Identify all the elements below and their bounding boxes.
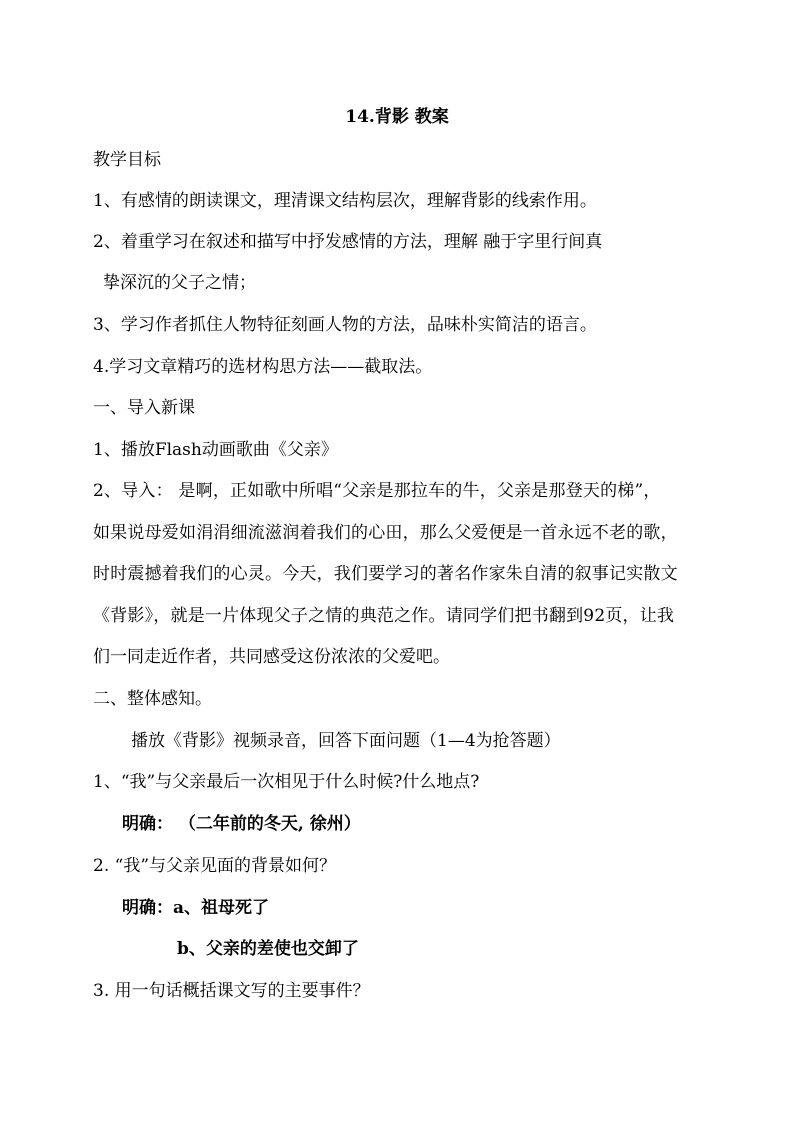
intro-paragraph-line-5: 们一同走近作者，共同感受这份浓浓的父爱吧。 xyxy=(93,647,450,667)
section-heading-goals: 教学目标 xyxy=(93,150,161,170)
section-heading-perceive: 二、整体感知。 xyxy=(93,689,212,709)
answer-2-line-1: 明确：a、祖母死了 xyxy=(122,898,270,918)
intro-paragraph-line-4: 《背影》，就是一片体现父子之情的典范之作。请同学们把书翻到92页，让我 xyxy=(93,606,675,626)
goal-1: 1、有感情的朗读课文，理清课文结构层次，理解背影的线索作用。 xyxy=(93,191,597,211)
goal-2-line-1: 2、着重学习在叙述和描写中抒发感情的方法，理解 融于字里行间真 xyxy=(93,232,603,252)
intro-item-1: 1、播放Flash动画歌曲《父亲》 xyxy=(93,440,338,460)
intro-paragraph-line-3: 时时震撼着我们的心灵。今天，我们要学习的著名作家朱自清的叙事记实散文 xyxy=(93,564,678,584)
goal-4: 4.学习文章精巧的选材构思方法——截取法。 xyxy=(93,357,433,377)
answer-2-line-2: b、父亲的差使也交卸了 xyxy=(177,939,359,959)
goal-2-line-2: 挚深沉的父子之情； xyxy=(103,273,256,293)
goal-3: 3、学习作者抓住人物特征刻画人物的方法，品味朴实简洁的语言。 xyxy=(93,315,597,335)
answer-1: 明确： （二年前的冬天, 徐州） xyxy=(122,814,361,834)
intro-paragraph-line-2: 如果说母爱如涓涓细流滋润着我们的心田，那么父爱便是一首永远不老的歌， xyxy=(93,523,678,543)
question-1: 1、“我”与父亲最后一次相见于什么时候?什么地点? xyxy=(93,772,480,792)
section-heading-intro: 一、导入新课 xyxy=(93,398,195,418)
document-title: 14.背影 教案 xyxy=(345,107,449,127)
question-3: 3. 用一句话概括课文写的主要事件？ xyxy=(93,981,370,1001)
question-2: 2. “我”与父亲见面的背景如何？ xyxy=(93,856,337,876)
intro-paragraph-line-1: 2、导入： 是啊，正如歌中所唱“父亲是那拉车的牛，父亲是那登天的梯”， xyxy=(93,481,661,501)
perceive-intro: 播放《背影》视频录音，回答下面问题（1—4为抢答题） xyxy=(131,731,561,751)
